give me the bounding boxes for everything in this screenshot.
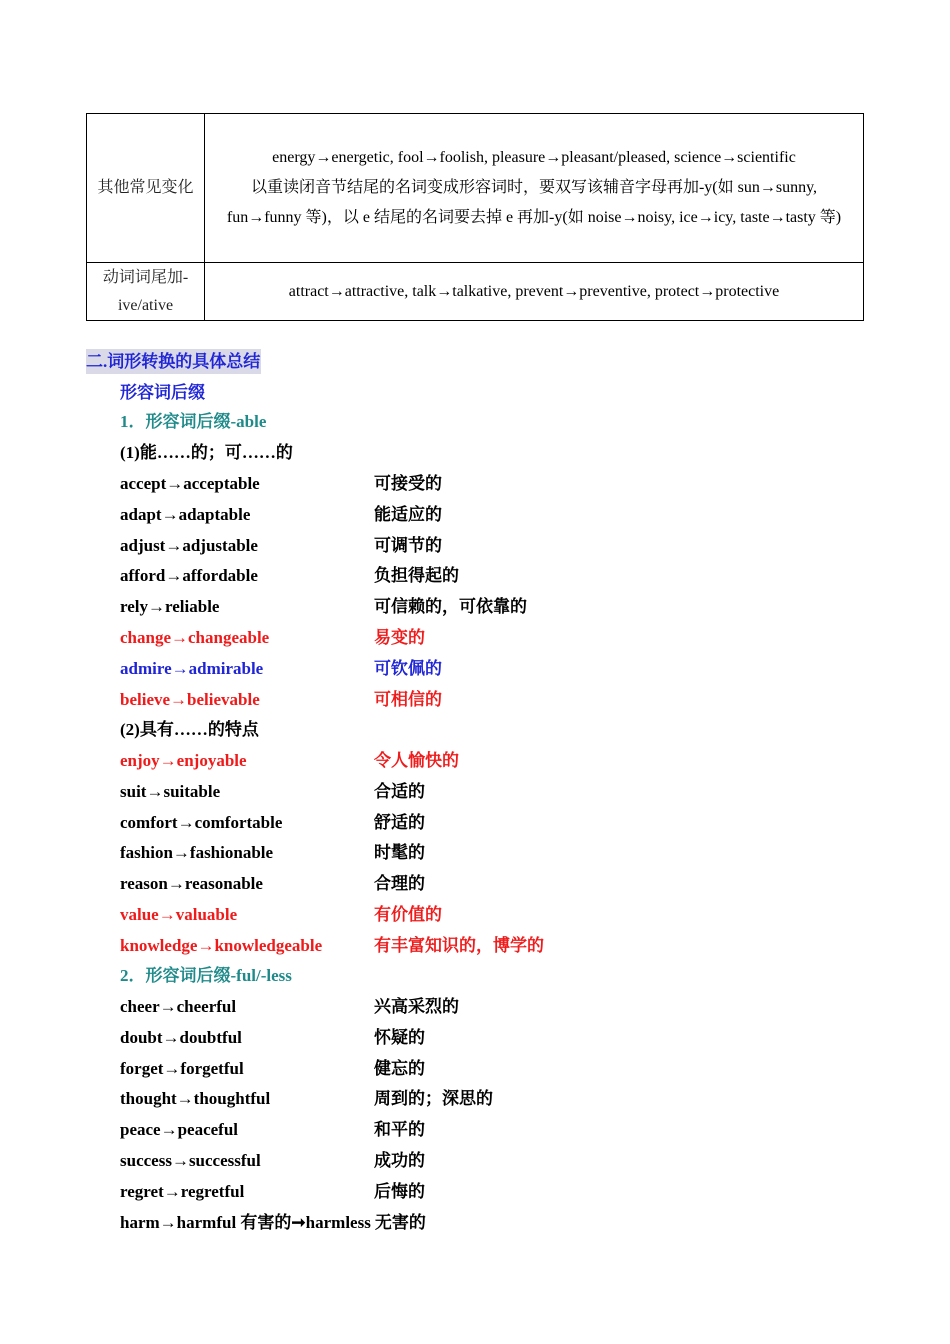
list-item bbox=[120, 626, 425, 650]
table-row bbox=[87, 114, 864, 263]
list-item bbox=[120, 780, 425, 804]
word-pair: harm→harmful 有害的➞harmless bbox=[120, 1212, 371, 1232]
word-pair: comfort→comfortable bbox=[120, 812, 283, 832]
row-content bbox=[205, 263, 864, 321]
note-able-1: (1)能……的；可……的 bbox=[120, 443, 293, 462]
word-pair: value→valuable bbox=[120, 905, 238, 924]
list-item bbox=[120, 1180, 425, 1204]
meaning: 时髦的 bbox=[374, 843, 425, 863]
meaning: 负担得起的 bbox=[374, 566, 459, 586]
meaning: 可调节的 bbox=[374, 535, 442, 555]
row-content bbox=[205, 114, 864, 263]
meaning: 可信赖的，可依靠的 bbox=[374, 597, 527, 617]
word-pair: rely→reliable bbox=[120, 597, 220, 617]
meaning: 能适应的 bbox=[374, 504, 442, 524]
list-item bbox=[120, 872, 425, 896]
word-pair: admire→admirable bbox=[120, 658, 264, 678]
meaning: 成功的 bbox=[374, 1151, 425, 1170]
list-item bbox=[120, 811, 425, 835]
table-row bbox=[87, 263, 864, 321]
content-line: attract→attractive, talk→talkative, prevent→preventive, protect→protective bbox=[288, 282, 780, 300]
word-pair: reason→reasonable bbox=[120, 874, 263, 894]
meaning: 健忘的 bbox=[374, 1058, 425, 1078]
note-able-2: (2)具有……的特点 bbox=[120, 720, 259, 739]
word-pair: peace→peaceful bbox=[120, 1120, 239, 1140]
list-item bbox=[120, 503, 442, 527]
meaning: 有价值的 bbox=[374, 905, 442, 924]
heading-able: 1．形容词后缀-able bbox=[120, 412, 267, 431]
meaning: 可钦佩的 bbox=[374, 658, 442, 678]
list-item bbox=[120, 1087, 493, 1111]
meaning: 后悔的 bbox=[374, 1181, 425, 1201]
sub-title: 形容词后缀 bbox=[120, 383, 205, 402]
word-pair: regret→regretful bbox=[120, 1181, 245, 1201]
meaning: 兴高采烈的 bbox=[374, 997, 459, 1016]
list-item bbox=[120, 595, 527, 619]
meaning: 和平的 bbox=[374, 1120, 425, 1140]
list-item bbox=[120, 1211, 426, 1235]
word-pair: adjust→adjustable bbox=[120, 535, 258, 555]
word-pair: accept→acceptable bbox=[120, 474, 260, 493]
list-item bbox=[120, 657, 442, 681]
word-pair: fashion→fashionable bbox=[120, 843, 274, 863]
word-pair: enjoy→enjoyable bbox=[120, 751, 247, 770]
word-pair: adapt→adaptable bbox=[120, 504, 251, 524]
summary-table bbox=[86, 113, 864, 321]
word-pair: cheer→cheerful bbox=[120, 997, 237, 1016]
meaning: 有丰富知识的，博学的 bbox=[374, 935, 544, 955]
row-label: 其他常见变化 bbox=[87, 114, 205, 263]
list-item bbox=[120, 934, 544, 958]
meaning: 令人愉快的 bbox=[374, 751, 459, 770]
word-pair: doubt→doubtful bbox=[120, 1027, 242, 1047]
content-line: fun→funny 等)，以 e 结尾的名词要去掉 e 再加-y(如 noise→noisy, ice→icy, taste→tasty 等) bbox=[226, 209, 842, 226]
word-pair: suit→suitable bbox=[120, 781, 221, 801]
meaning: 合适的 bbox=[374, 781, 425, 801]
list-item bbox=[120, 749, 459, 773]
meaning: 易变的 bbox=[374, 628, 425, 647]
list-item bbox=[120, 688, 442, 712]
word-pair: thought→thoughtful bbox=[120, 1089, 271, 1109]
meaning: 可接受的 bbox=[374, 474, 442, 493]
list-item bbox=[120, 534, 442, 558]
meaning: 无害的 bbox=[374, 1212, 426, 1232]
list-item bbox=[120, 1118, 425, 1142]
list-item bbox=[120, 1057, 425, 1081]
word-pair: afford→affordable bbox=[120, 566, 258, 586]
list-item bbox=[120, 472, 442, 496]
word-pair: success→successful bbox=[120, 1151, 261, 1170]
word-pair: knowledge→knowledgeable bbox=[120, 935, 323, 955]
content-line: 以重读闭音节结尾的名词变成形容词时，要双写该辅音字母再加-y(如 sun→sunny, bbox=[250, 179, 818, 196]
heading-ful-less: 2．形容词后缀-ful/-less bbox=[120, 966, 292, 985]
row-label: 动词词尾加-ive/ative bbox=[87, 263, 205, 321]
word-pair: forget→forgetful bbox=[120, 1058, 244, 1078]
list-item bbox=[120, 841, 425, 865]
word-pair: believe→believable bbox=[120, 689, 260, 709]
meaning: 舒适的 bbox=[374, 812, 425, 832]
list-item bbox=[120, 995, 459, 1019]
list-item bbox=[120, 564, 459, 588]
list-item bbox=[120, 1026, 425, 1050]
meaning: 可相信的 bbox=[374, 689, 442, 709]
content-line: energy→energetic, fool→foolish, pleasure→pleasant/pleased, science→scientific bbox=[272, 149, 796, 166]
section-title: 二.词形转换的具体总结 bbox=[86, 349, 261, 374]
list-item bbox=[120, 903, 442, 927]
meaning: 合理的 bbox=[374, 874, 425, 894]
meaning: 周到的；深思的 bbox=[374, 1089, 493, 1109]
list-item bbox=[120, 1149, 425, 1173]
meaning: 怀疑的 bbox=[374, 1027, 425, 1047]
word-pair: change→changeable bbox=[120, 628, 270, 647]
